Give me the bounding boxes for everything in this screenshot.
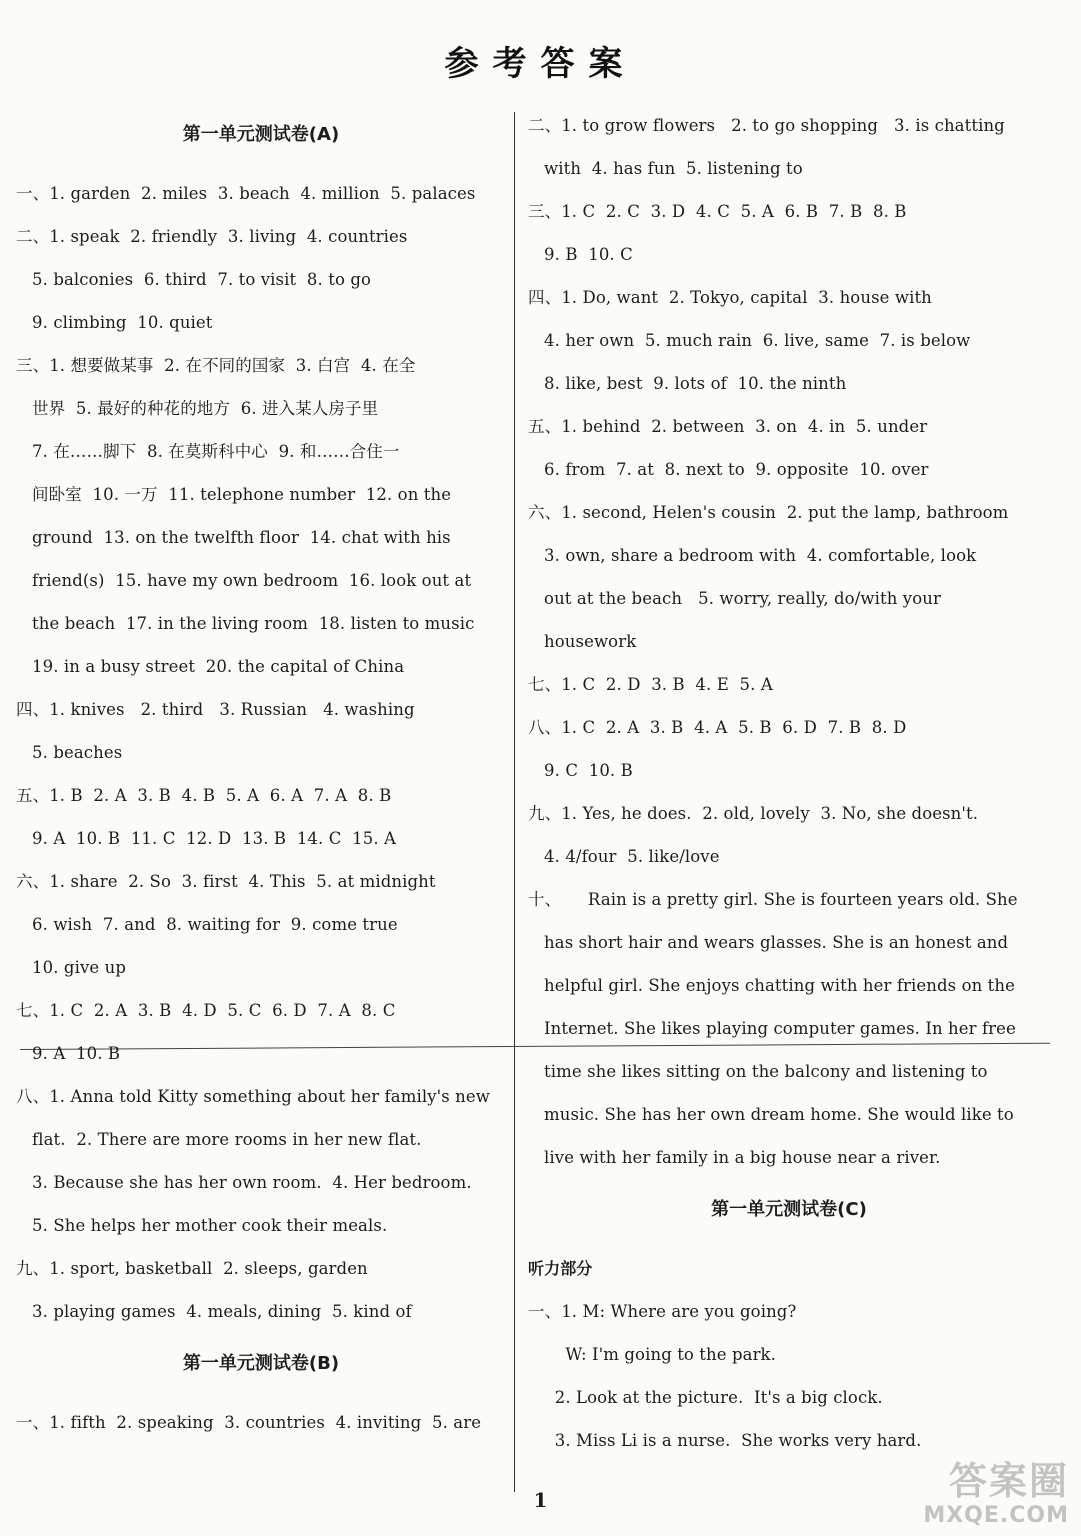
answer-line: 19. in a busy street 20. the capital of China [16, 657, 405, 676]
answer-line: live with her family in a big house near a river. [528, 1148, 941, 1167]
answer-line: 7. 在……脚下 8. 在莫斯科中心 9. 和……合住一 [16, 442, 400, 461]
answer-line: 6. wish 7. and 8. waiting for 9. come true [16, 915, 398, 934]
answer-line: 一、1. garden 2. miles 3. beach 4. million 5. palaces [16, 184, 476, 203]
answers-c [528, 1290, 1050, 1462]
answer-line: with 4. has fun 5. listening to [528, 159, 803, 178]
column-divider [514, 112, 515, 1492]
answer-line: Internet. She likes playing computer games. In her free [528, 1019, 1016, 1038]
answer-line: 一、1. M: Where are you going? [528, 1302, 797, 1321]
answer-line: time she likes sitting on the balcony and listening to [528, 1062, 988, 1081]
answer-line: housework [528, 632, 637, 651]
answer-line: 九、1. Yes, he does. 2. old, lovely 3. No, she doesn't. [528, 804, 979, 823]
answer-line: 3. Miss Li is a nurse. She works very hard. [528, 1431, 922, 1450]
answer-line: the beach 17. in the living room 18. listen to music [16, 614, 475, 633]
answers-b-continued [528, 104, 1050, 1179]
answer-line: 5. balconies 6. third 7. to visit 8. to go [16, 270, 372, 289]
watermark-site-text: MXQE.COM [923, 1503, 1069, 1528]
answer-line: 5. beaches [16, 743, 123, 762]
answer-line: 5. She helps her mother cook their meals. [16, 1216, 388, 1235]
answer-line: flat. 2. There are more rooms in her new flat. [16, 1130, 422, 1149]
answer-line: 4. 4/four 5. like/love [528, 847, 720, 866]
answer-line: 二、1. to grow flowers 2. to go shopping 3. is chatting [528, 116, 1005, 135]
answers-b [16, 1401, 506, 1444]
left-column [16, 104, 506, 1444]
answer-line: 十、 Rain is a pretty girl. She is fourteen years old. She [528, 890, 1018, 909]
answer-line: 二、1. speak 2. friendly 3. living 4. countries [16, 227, 408, 246]
answer-line: 3. Because she has her own room. 4. Her bedroom. [16, 1173, 472, 1192]
answer-line: 四、1. knives 2. third 3. Russian 4. washing [16, 700, 415, 719]
answers-a [16, 172, 506, 1333]
answer-line: friend(s) 15. have my own bedroom 16. look out at [16, 571, 472, 590]
answer-line: 3. own, share a bedroom with 4. comfortable, look [528, 546, 977, 565]
answer-line: 四、1. Do, want 2. Tokyo, capital 3. house with [528, 288, 932, 307]
answer-line: 六、1. share 2. So 3. first 4. This 5. at midnight [16, 872, 436, 891]
answer-line: W: I'm going to the park. [528, 1345, 777, 1364]
answer-line: 八、1. C 2. A 3. B 4. A 5. B 6. D 7. B 8. D [528, 718, 907, 737]
page-number: 1 [533, 1488, 548, 1512]
answer-line: 三、1. C 2. C 3. D 4. C 5. A 6. B 7. B 8. B [528, 202, 907, 221]
answer-line: 6. from 7. at 8. next to 9. opposite 10. over [528, 460, 929, 479]
answer-line: 六、1. second, Helen's cousin 2. put the lamp, bathroom [528, 503, 1009, 522]
answer-line: 一、1. fifth 2. speaking 3. countries 4. inviting 5. are [16, 1413, 482, 1432]
answer-line: 3. playing games 4. meals, dining 5. kind of [16, 1302, 412, 1321]
answer-line: has short hair and wears glasses. She is an honest and [528, 933, 1009, 952]
page-title: 参考答案 [444, 44, 637, 84]
answer-line: helpful girl. She enjoys chatting with her friends on the [528, 976, 1015, 995]
answer-line: 七、1. C 2. A 3. B 4. D 5. C 6. D 7. A 8. C [16, 1001, 396, 1020]
answer-line: 4. her own 5. much rain 6. live, same 7. is below [528, 331, 971, 350]
watermark-logo [895, 1450, 1075, 1530]
answer-line: 八、1. Anna told Kitty something about her family's new [16, 1087, 490, 1106]
answer-line: 世界 5. 最好的种花的地方 6. 进入某人房子里 [16, 399, 379, 418]
answer-line: 9. B 10. C [528, 245, 633, 264]
answer-line: 9. A 10. B [16, 1044, 121, 1063]
section-title-c: 第一单元测试卷(C) [711, 1199, 867, 1220]
answer-line: 2. Look at the picture. It's a big clock. [528, 1388, 883, 1407]
answer-line: 间卧室 10. 一万 11. telephone number 12. on the [16, 485, 452, 504]
answer-line: 七、1. C 2. D 3. B 4. E 5. A [528, 675, 773, 694]
answer-line: 五、1. B 2. A 3. B 4. B 5. A 6. A 7. A 8. B [16, 786, 392, 805]
answer-line: 9. C 10. B [528, 761, 633, 780]
answer-line: 9. climbing 10. quiet [16, 313, 213, 332]
section-title-b: 第一单元测试卷(B) [182, 1353, 340, 1374]
answer-line: 10. give up [16, 958, 126, 977]
right-column [528, 104, 1050, 1462]
answer-line: 五、1. behind 2. between 3. on 4. in 5. under [528, 417, 928, 436]
answer-line: 九、1. sport, basketball 2. sleeps, garden [16, 1259, 368, 1278]
answer-line: 9. A 10. B 11. C 12. D 13. B 14. C 15. A [16, 829, 397, 848]
answer-line: out at the beach 5. worry, really, do/with your [528, 589, 941, 608]
answer-line: music. She has her own dream home. She would like to [528, 1105, 1014, 1124]
answer-line: 三、1. 想要做某事 2. 在不同的国家 3. 白宫 4. 在全 [16, 356, 416, 375]
listening-section-label: 听力部分 [528, 1259, 593, 1278]
answer-line: 8. like, best 9. lots of 10. the ninth [528, 374, 847, 393]
watermark-logo-text: 答案圈 [948, 1459, 1069, 1503]
answer-line: ground 13. on the twelfth floor 14. chat with his [16, 528, 451, 547]
section-title-a: 第一单元测试卷(A) [182, 124, 340, 145]
